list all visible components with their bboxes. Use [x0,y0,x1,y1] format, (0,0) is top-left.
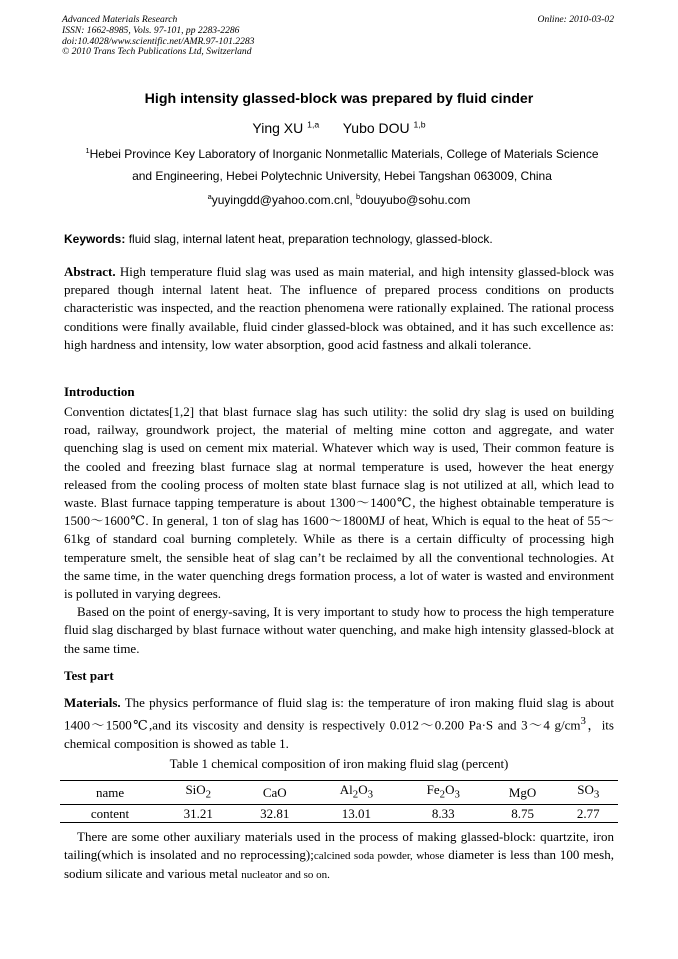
keywords-text: fluid slag, internal latent heat, preparation technology, glassed-block. [125,232,493,246]
abstract-text: High temperature fluid slag was used as main material, and high intensity glassed-block was prepared though internal latent heat. The influence of prepared process conditions on products characteristic was inspected, and the reaction phenomena were rationally explained. The rational process conditions were finally available, fluid cinder glassed-block was obtained, and it has such excellence as: high hardness and intensity, low water absorption, good acid fastness and alkali tolerance. [64,264,614,352]
journal-name: Advanced Materials Research [62,14,178,25]
table-header-cell: $SO_3$ [558,781,618,805]
keywords-label: Keywords: [64,232,126,246]
author-emails [0,193,678,207]
email-mark: b [356,192,361,201]
copyright-line: © 2010 Trans Tech Publications Ltd, Switzerland [62,46,252,58]
table-header-cell: name [60,781,160,805]
table-row [60,804,618,822]
paragraph-text: nucleator and so on. [241,869,330,882]
paper-title: High intensity glassed-block was prepared by fluid cinder [144,91,534,107]
table-header-row [60,781,618,805]
composition-table [60,780,618,823]
email-link[interactable]: yuyingdd@yahoo.com.cnl, [211,193,356,207]
introduction-body [64,403,614,658]
table-cell: 32.81 [237,804,313,822]
paragraph-text: There are some other auxiliary materials used in the process of making glassed-block: quartzite, iron tailing(which is insolated and no reprocessing); [64,829,614,863]
table-caption: Table 1 chemical composition of iron making fluid slag (percent) [169,756,509,771]
paragraph-text: calcined soda powder, whose [313,850,445,863]
materials-label: Materials. [64,695,121,710]
author-affiliation-mark: 1,b [413,119,426,130]
table-cell: 8.75 [487,804,559,822]
keywords [64,232,616,246]
table-row-label: content [60,804,160,822]
affiliation-line: and Engineering, Hebei Polytechnic University, Hebei Tangshan 063009, China [132,169,552,183]
materials-text: ，its chemical composition is showed as table 1. [64,717,614,751]
materials-text: The physics performance of fluid slag is: the temperature of iron making fluid slag is about 1400～1500℃,and its viscosity and density is respectively 0.012～0.200 Pa·S and 3～4 g/cm [64,695,614,733]
affiliation-mark: 1 [85,146,90,155]
affiliation [68,143,616,187]
table-header-cell: MgO [487,781,559,805]
page-header [62,15,614,58]
table-cell: 2.77 [558,804,618,822]
affiliation-line: Hebei Province Key Laboratory of Inorganic Nonmetallic Materials, College of Materials Science [89,147,599,161]
email-mark: a [207,192,212,201]
author-name: Yubo DOU [342,120,410,136]
author-affiliation-mark: 1,a [307,119,320,130]
online-date: Online: 2010-03-02 [537,14,614,25]
table-cell: 13.01 [313,804,400,822]
paragraph-text: diameter is less than 100 mesh, sodium silicate and various metal [64,847,614,882]
introduction-paragraph: Based on the point of energy-saving, It is very important to study how to process the high temperature fluid slag discharged by blast furnace without water quenching, and make high intensity glassed-block at the same time. [64,604,614,656]
auxiliary-materials-paragraph [64,828,614,885]
abstract [64,263,614,354]
table-cell: 8.33 [400,804,487,822]
abstract-label: Abstract. [64,264,116,279]
author-name: Ying XU [252,120,304,136]
doi-line: doi:10.4028/www.scientific.net/AMR.97-101.2283 [62,35,255,47]
email-link[interactable]: douyubo@sohu.com [360,193,471,207]
table-header-cell: SiO$_2$ [160,781,236,805]
table-header-cell: $Al_2O_3$ [313,781,400,805]
table-header-cell: CaO [237,781,313,805]
issn-line: ISSN: 1662-8985, Vols. 97-101, pp 2283-2286 [62,24,240,36]
author-list [0,120,678,136]
unit-superscript: 3 [580,715,586,728]
table-header-cell: $Fe_2O_3$ [400,781,487,805]
introduction-paragraph: Convention dictates[1,2] that blast furnace slag has such utility: the solid dry slag is used on building road, railway, groundwork project, the material of melting mine cotton and aggregate, and water quenching slag is used on cement mix material. Whatever which way is used, Their common feature is the cooled and freezing blast furnace slag at normal temperature is used, however the heat energy released from the cooling process of molten state blast furnace slag is not utilized at all, which lead to waste. Blast furnace tapping temperature is about 1300～1400℃, the highest obtainable temperature is 1500～1600℃. In general, 1 ton of slag has 1600～1800MJ of heat, Which is equal to the heat of 55～61kg of standard coal burning completely. While as there is a certain difficulty of processing high temperature smelt, the sensible heat of slag can’t be reclaimed by all the conventional technologies. At the same time, in the water quenching dregs formation process, a lot of water is wasted and environment is polluted in varying degrees. [64,404,614,602]
introduction-heading: Introduction [64,384,135,399]
test-part-heading: Test part [64,668,114,683]
table-cell: 31.21 [160,804,236,822]
materials-paragraph [64,694,614,753]
